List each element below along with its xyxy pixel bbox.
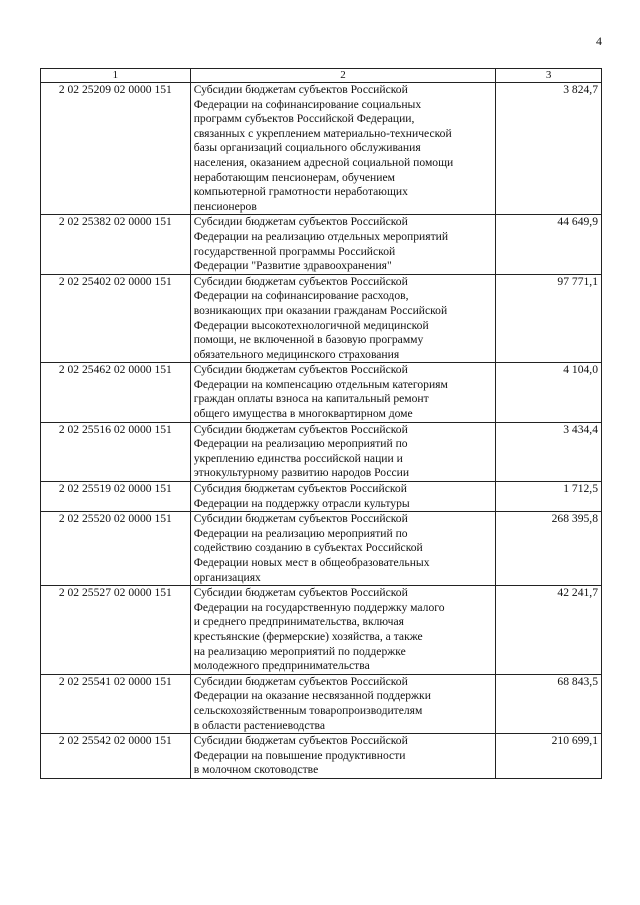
budget-code: 2 02 25541 02 0000 151 <box>41 674 191 733</box>
description-line: Федерации на повышение продуктивности <box>193 748 406 762</box>
description-line: Федерации высокотехнологичной медицинской <box>193 318 429 332</box>
description-line: населения, оказанием адресной социальной помощи <box>193 155 454 169</box>
table-row <box>41 363 602 422</box>
description-line: базы организаций социального обслуживания <box>193 141 421 155</box>
description-line: этнокультурному развитию народов России <box>193 466 410 480</box>
description-line: общего имущества в многоквартирном доме <box>193 407 413 421</box>
budget-code: 2 02 25462 02 0000 151 <box>41 363 191 422</box>
table-row <box>41 674 602 733</box>
amount-value: 210 699,1 <box>496 734 602 779</box>
description-line: Федерации на поддержку отрасли культуры <box>193 496 410 510</box>
description-line: Федерации на реализацию отдельных мероприятий <box>193 229 449 243</box>
description-line: Федерации на софинансирование расходов, <box>193 289 409 303</box>
description-line: Федерации на компенсацию отдельным категориям <box>193 377 448 391</box>
table-row <box>41 482 602 512</box>
description-line: содействию созданию в субъектах Российской <box>193 541 423 555</box>
description-line: молодежного предпринимательства <box>193 659 370 673</box>
table-row <box>41 422 602 481</box>
description-line: Субсидии бюджетам субъектов Российской <box>193 274 408 288</box>
table-row <box>41 83 602 215</box>
subsidy-description <box>190 734 496 779</box>
description-line: Субсидии бюджетам субъектов Российской <box>193 734 408 748</box>
budget-code: 2 02 25527 02 0000 151 <box>41 586 191 675</box>
description-line: Субсидия бюджетам субъектов Российской <box>193 482 407 496</box>
description-line: сельскохозяйственным товаропроизводителям <box>193 703 423 717</box>
description-line: программ субъектов Российской Федерации, <box>193 112 415 126</box>
description-line: крестьянские (фермерские) хозяйства, а также <box>193 629 423 643</box>
description-line: Федерации на реализацию мероприятий по <box>193 437 408 451</box>
description-line: Субсидии бюджетам субъектов Российской <box>193 422 408 436</box>
table-row <box>41 512 602 586</box>
amount-value: 4 104,0 <box>496 363 602 422</box>
description-line: пенсионеров <box>193 199 257 213</box>
description-line: организациях <box>193 570 261 584</box>
description-line: Федерации на реализацию мероприятий по <box>193 526 408 540</box>
description-line: неработающим пенсионерам, обучением <box>193 170 395 184</box>
amount-value: 3 434,4 <box>496 422 602 481</box>
subsidy-description <box>190 422 496 481</box>
subsidy-description <box>190 674 496 733</box>
budget-code: 2 02 25542 02 0000 151 <box>41 734 191 779</box>
description-line: связанных с укреплением материально-технической <box>193 126 452 140</box>
budget-code: 2 02 25520 02 0000 151 <box>41 512 191 586</box>
description-line: Субсидии бюджетам субъектов Российской <box>193 215 408 229</box>
description-line: обязательного медицинского страхования <box>193 347 400 361</box>
table-header-row <box>41 69 602 83</box>
description-line: Субсидии бюджетам субъектов Российской <box>193 512 408 526</box>
description-line: государственной программы Российской <box>193 244 396 258</box>
amount-value: 68 843,5 <box>496 674 602 733</box>
subsidy-description <box>190 512 496 586</box>
amount-value: 268 395,8 <box>496 512 602 586</box>
amount-value: 97 771,1 <box>496 274 602 363</box>
column-header-2: 2 <box>190 69 496 83</box>
subsidy-description <box>190 83 496 215</box>
table-row <box>41 274 602 363</box>
description-line: помощи, не включенной в базовую программу <box>193 333 424 347</box>
budget-code: 2 02 25209 02 0000 151 <box>41 83 191 215</box>
budget-table <box>40 68 602 779</box>
table-body <box>41 83 602 779</box>
subsidy-description <box>190 586 496 675</box>
description-line: в области растениеводства <box>193 718 326 732</box>
subsidy-description <box>190 274 496 363</box>
description-line: Субсидии бюджетам субъектов Российской <box>193 674 408 688</box>
budget-code: 2 02 25402 02 0000 151 <box>41 274 191 363</box>
page-number: 4 <box>596 34 602 48</box>
table-row <box>41 586 602 675</box>
subsidy-description <box>190 215 496 274</box>
table-row <box>41 215 602 274</box>
amount-value: 1 712,5 <box>496 482 602 512</box>
description-line: и среднего предпринимательства, включая <box>193 615 404 629</box>
amount-value: 42 241,7 <box>496 586 602 675</box>
description-line: Субсидии бюджетам субъектов Российской <box>193 83 408 96</box>
budget-code: 2 02 25516 02 0000 151 <box>41 422 191 481</box>
description-line: Федерации на софинансирование социальных <box>193 97 422 111</box>
description-line: Субсидии бюджетам субъектов Российской <box>193 363 408 377</box>
description-line: возникающих при оказании гражданам Российской <box>193 303 448 317</box>
subsidy-description <box>190 363 496 422</box>
description-line: Федерации "Развитие здравоохранения" <box>193 259 392 273</box>
amount-value: 44 649,9 <box>496 215 602 274</box>
description-line: Федерации новых мест в общеобразовательных <box>193 556 430 569</box>
column-header-1: 1 <box>41 69 191 83</box>
description-line: укреплению единства российской нации и <box>193 451 403 465</box>
description-line: на реализацию мероприятий по поддержке <box>193 644 406 658</box>
subsidy-description <box>190 482 496 512</box>
budget-code: 2 02 25519 02 0000 151 <box>41 482 191 512</box>
description-line: в молочном скотоводстве <box>193 763 319 777</box>
amount-value: 3 824,7 <box>496 83 602 215</box>
description-line: Федерации на государственную поддержку малого <box>193 600 445 614</box>
description-line: граждан оплаты взноса на капитальный ремонт <box>193 392 429 406</box>
column-header-3: 3 <box>496 69 602 83</box>
description-line: Федерации на оказание несвязанной поддержки <box>193 689 431 703</box>
budget-code: 2 02 25382 02 0000 151 <box>41 215 191 274</box>
table-row <box>41 734 602 779</box>
description-line: компьютерной грамотности неработающих <box>193 185 408 199</box>
description-line: Субсидии бюджетам субъектов Российской <box>193 586 408 600</box>
